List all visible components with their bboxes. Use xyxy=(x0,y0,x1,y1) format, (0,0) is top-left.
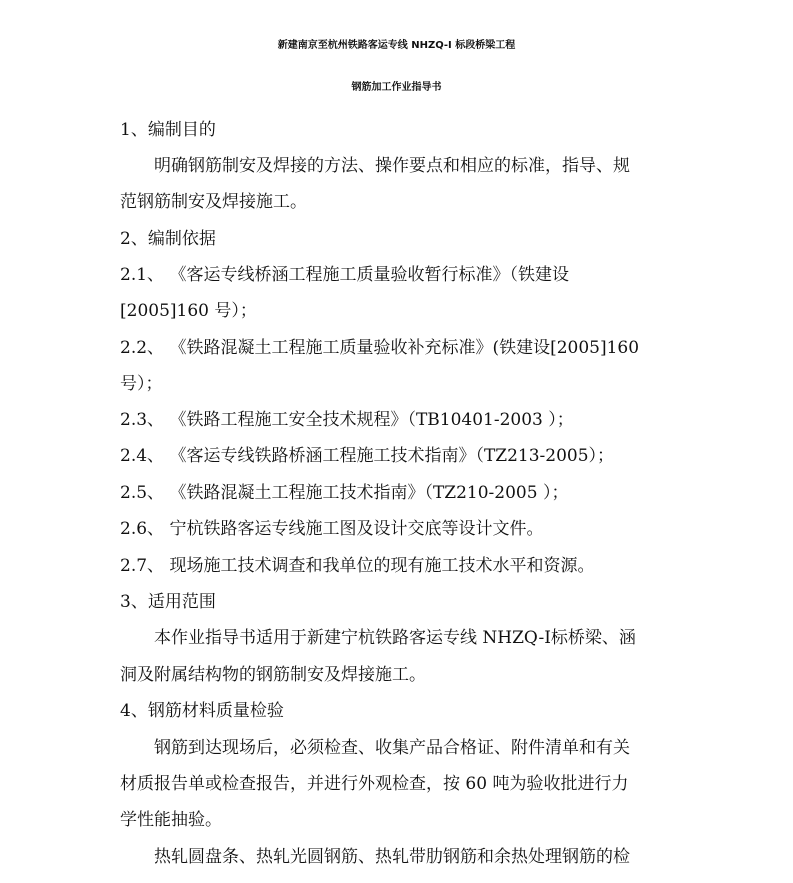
section-heading: 4、钢筋材料质量检验 xyxy=(120,701,284,721)
paragraph-line: 材质报告单或检查报告，并进行外观检查，按 60 吨为验收批进行力 xyxy=(120,774,629,794)
reference-item: 2.5、 《铁路混凝土工程施工技术指南》（TZ210-2005 ）； xyxy=(120,483,569,503)
paragraph-line: 学性能抽验。 xyxy=(120,810,222,830)
reference-item: 2.4、 《客运专线铁路桥涵工程施工技术指南》（TZ213-2005）； xyxy=(120,446,615,466)
paragraph-line: 本作业指导书适用于新建宁杭铁路客运专线 NHZQ-Ⅰ标桥梁、涵 xyxy=(154,628,636,648)
paragraph-line: 明确钢筋制安及焊接的方法、操作要点和相应的标准，指导、规 xyxy=(154,156,630,176)
paragraph-line: 洞及附属结构物的钢筋制安及焊接施工。 xyxy=(120,665,426,685)
section-heading: 2、编制依据 xyxy=(120,229,216,249)
reference-item: 号）； xyxy=(120,374,163,394)
reference-item: 2.1、 《客运专线桥涵工程施工质量验收暂行标准》（铁建设 xyxy=(120,265,569,285)
reference-item: [2005]160 号）； xyxy=(120,301,257,321)
paragraph-line: 范钢筋制安及焊接施工。 xyxy=(120,192,307,212)
paragraph-line: 钢筋到达现场后，必须检查、收集产品合格证、附件清单和有关 xyxy=(154,738,630,758)
document-title-line1: 新建南京至杭州铁路客运专线 NHZQ-I 标段桥梁工程 xyxy=(277,40,516,51)
reference-item: 2.2、 《铁路混凝土工程施工质量验收补充标准》(铁建设[2005]160 xyxy=(120,338,640,358)
paragraph-line: 热轧圆盘条、热轧光圆钢筋、热轧带肋钢筋和余热处理钢筋的检 xyxy=(154,847,630,867)
section-heading: 1、编制目的 xyxy=(120,120,216,140)
section-heading: 3、适用范围 xyxy=(120,592,216,612)
reference-item: 2.6、 宁杭铁路客运专线施工图及设计交底等设计文件。 xyxy=(120,519,544,539)
reference-item: 2.7、 现场施工技术调查和我单位的现有施工技术水平和资源。 xyxy=(120,556,595,576)
reference-item: 2.3、 《铁路工程施工安全技术规程》（TB10401-2003 ）； xyxy=(120,410,574,430)
document-title-line2: 钢筋加工作业指导书 xyxy=(351,82,442,93)
